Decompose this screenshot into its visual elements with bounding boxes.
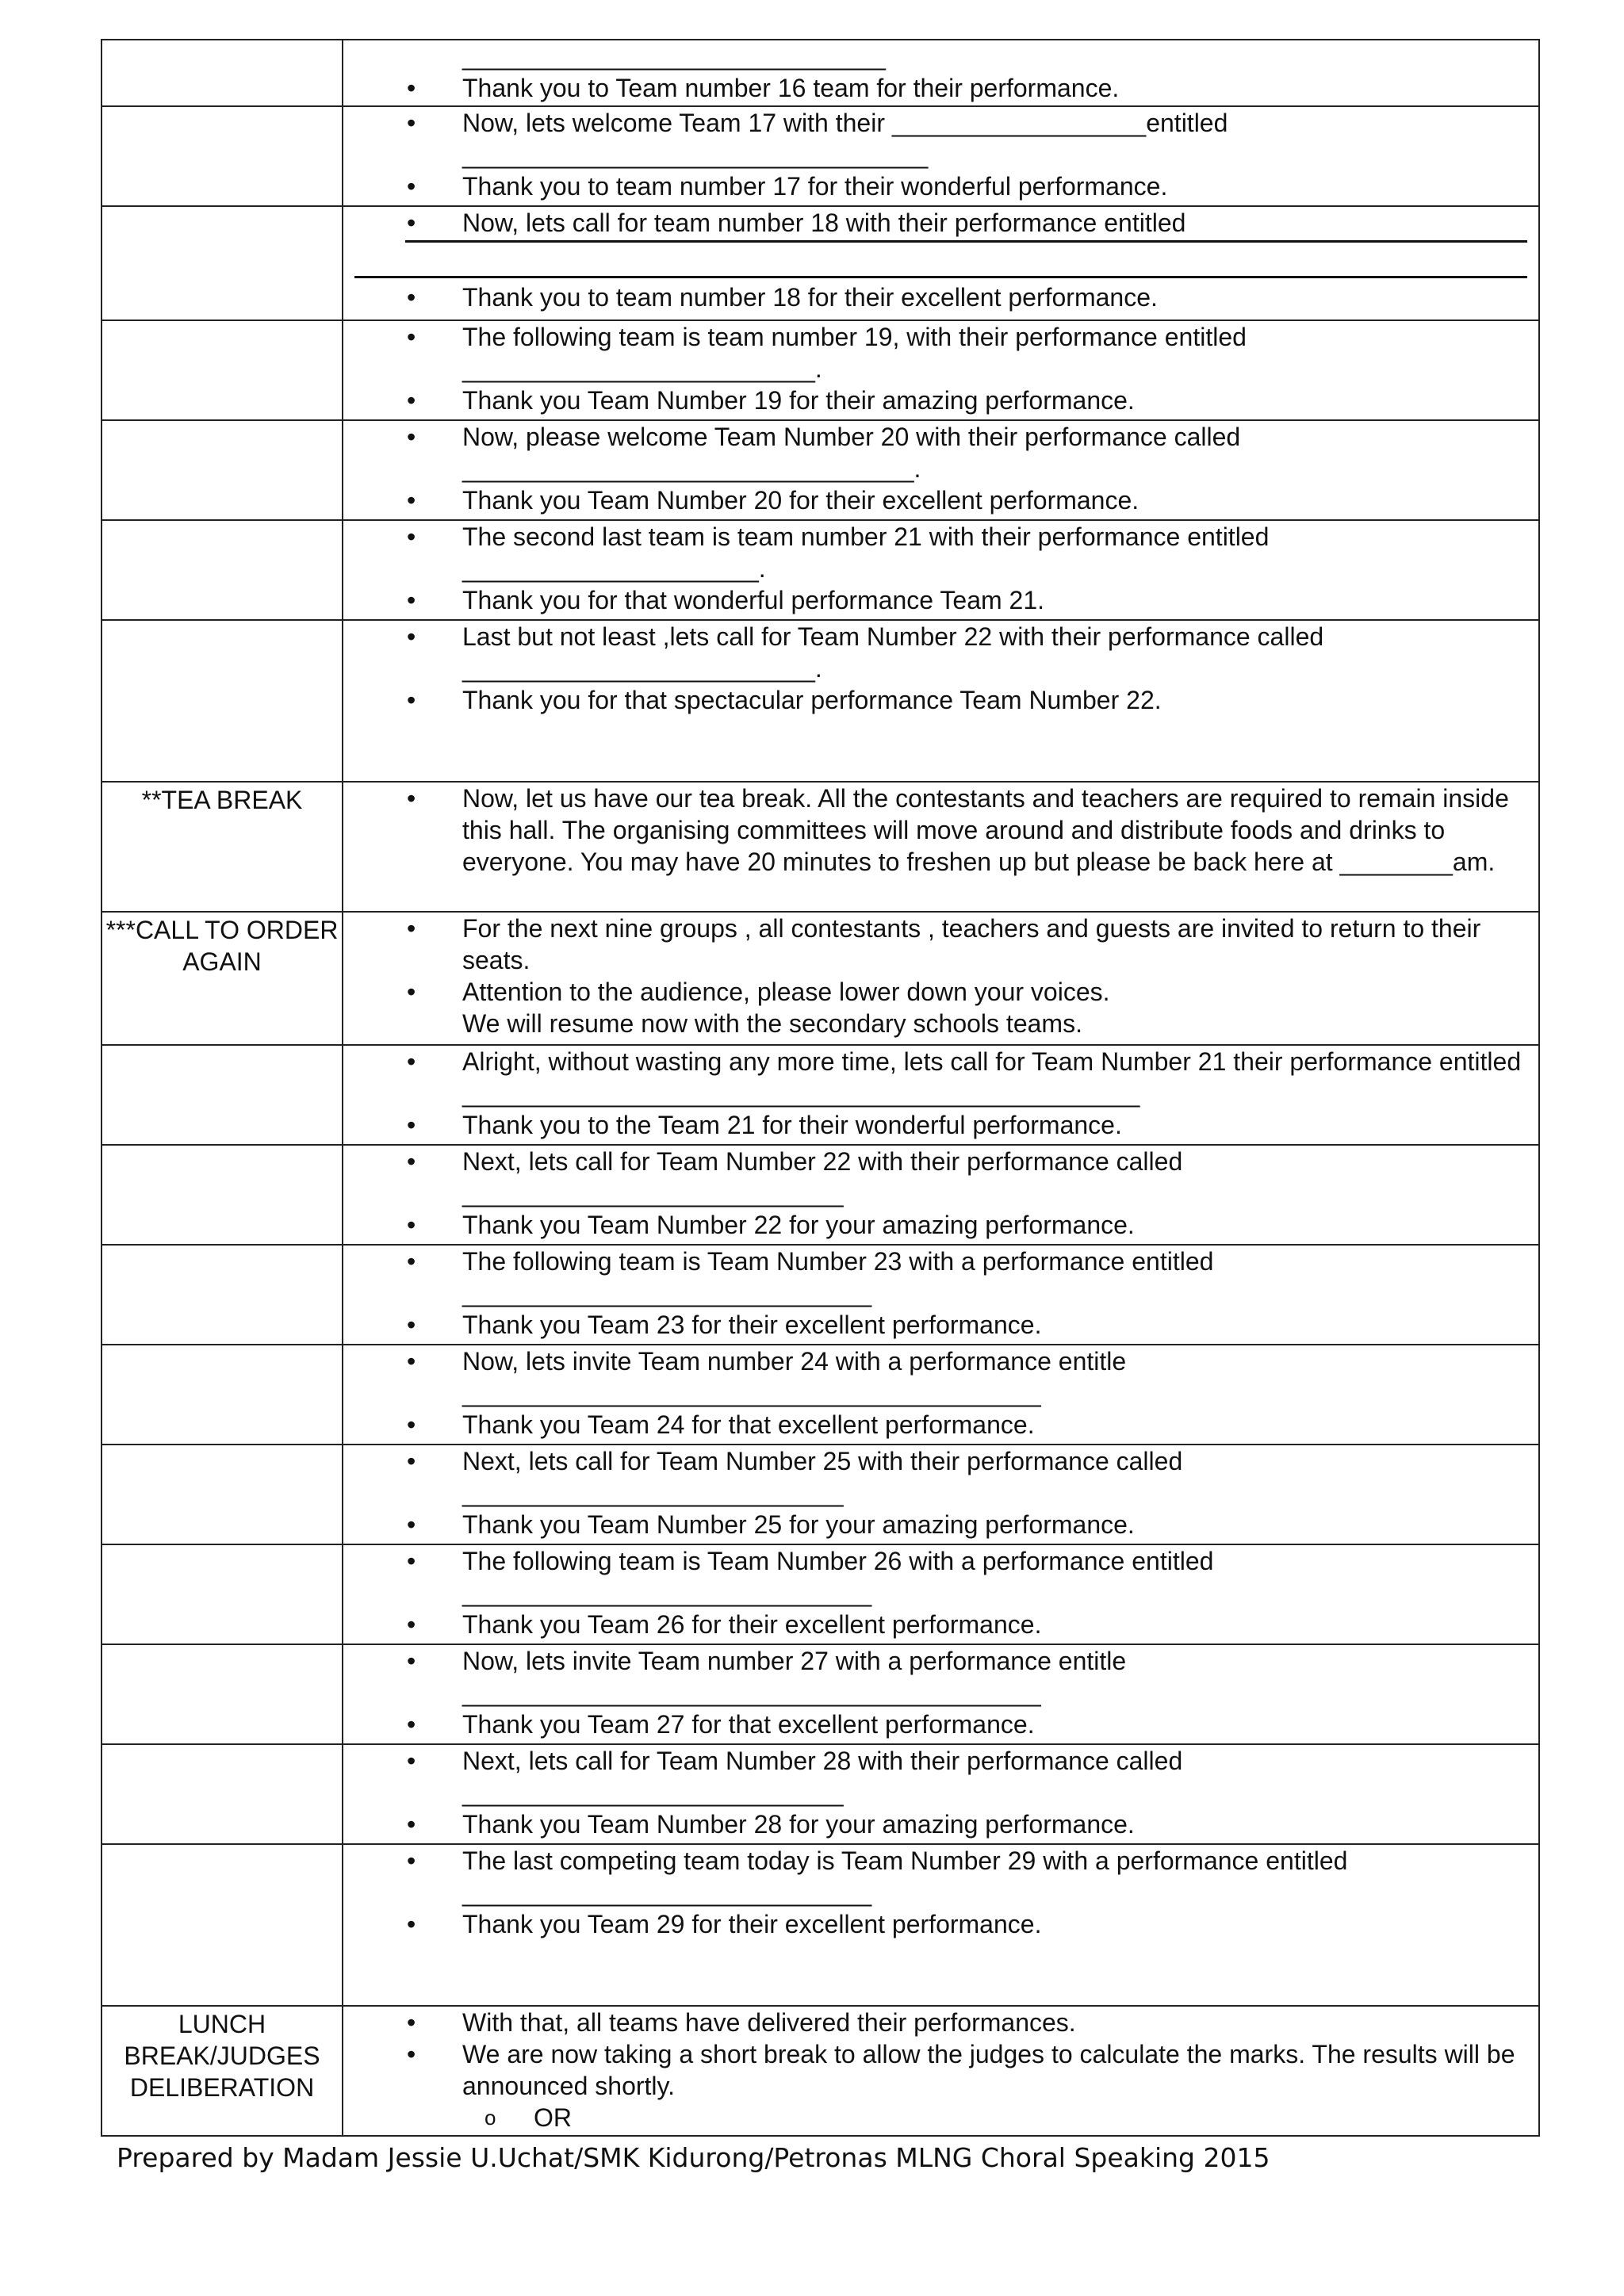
script-line-item: • Now, lets invite Team number 27 with a performance entitle <box>343 1645 1527 1677</box>
script-cell <box>343 520 1539 620</box>
script-line-item: • Attention to the audience, please lower down your voices. <box>343 976 1527 1008</box>
sub-list-item: o OR <box>343 2102 1527 2133</box>
script-line-item: • Thank you Team Number 20 for their excellent performance. <box>343 484 1527 516</box>
script-item-list <box>343 1345 1527 1441</box>
script-line-item: • Thank you to Team number 16 team for their performance. <box>343 72 1527 104</box>
script-item-list <box>343 107 1527 202</box>
script-item-list <box>343 1645 1527 1740</box>
script-line-item: • We are now taking a short break to allow the judges to calculate the marks. The results will be announced shortly. <box>343 2038 1527 2102</box>
script-cell <box>343 1445 1539 1544</box>
script-line-item: • Now, please welcome Team Number 20 with their performance called <box>343 421 1527 453</box>
segment-cell <box>102 1145 343 1245</box>
segment-cell <box>102 1245 343 1345</box>
script-cell <box>343 1045 1539 1145</box>
script-line-item: • Last but not least ,lets call for Team Number 22 with their performance called <box>343 621 1527 652</box>
script-cell <box>343 320 1539 420</box>
script-line-item: • Now, lets call for team number 18 with their performance entitled <box>343 207 1527 239</box>
emcee-script-table <box>101 39 1540 2137</box>
script-line-item: • Now, let us have our tea break. All the contestants and teachers are required to remain inside this hall. The organising committees will move around and distribute foods and drinks to everyone. You may have 20 minutes to freshen up but please be back here at ________am. <box>343 783 1527 878</box>
script-row <box>102 1345 1539 1445</box>
continuation-line: _____________________________ <box>462 1279 872 1307</box>
script-line-item: • Next, lets call for Team Number 22 with their performance called <box>343 1146 1527 1177</box>
script-item-list <box>343 2007 1527 2133</box>
script-line-item: • Thank you Team 29 for their excellent performance. <box>343 1908 1527 1940</box>
segment-cell <box>102 206 343 320</box>
script-line-item: • Thank you to the Team 21 for their wonderful performance. <box>343 1109 1527 1141</box>
segment-cell: ***CALL TO ORDER AGAIN <box>102 912 343 1045</box>
segment-cell <box>102 1644 343 1744</box>
script-item-list <box>343 783 1527 878</box>
script-item-list <box>343 421 1527 516</box>
script-line-item: • With that, all teams have delivered their performances. <box>343 2007 1527 2038</box>
continuation-line: ___________________________ <box>462 1778 844 1807</box>
continuation-line: _________________________. <box>462 354 822 383</box>
continuation-line: _________________________________________ <box>462 1678 1041 1707</box>
script-line-item: • Next, lets call for Team Number 25 with their performance called <box>343 1445 1527 1477</box>
script-row <box>102 520 1539 620</box>
script-line-item: • The following team is Team Number 26 with a performance entitled <box>343 1545 1527 1577</box>
continuation-line: We will resume now with the secondary schools teams. <box>462 1009 1082 1038</box>
script-line-item: • The second last team is team number 21 with their performance entitled <box>343 521 1527 553</box>
script-cell <box>343 1245 1539 1345</box>
script-item-list <box>343 1445 1527 1540</box>
segment-cell <box>102 320 343 420</box>
script-line-item: • Thank you Team Number 22 for your amazing performance. <box>343 1209 1527 1241</box>
script-line-item: • The last competing team today is Team Number 29 with a performance entitled <box>343 1845 1527 1877</box>
script-line-item: • Alright, without wasting any more time, lets call for Team Number 21 their performance entitled ________________________________________________ <box>343 1046 1527 1109</box>
continuation-line: _____________________________ <box>462 1878 872 1907</box>
script-item-list <box>343 913 1527 1039</box>
script-row <box>102 1445 1539 1544</box>
script-row <box>102 620 1539 782</box>
script-cell <box>343 1644 1539 1744</box>
segment-cell <box>102 620 343 782</box>
script-item-list <box>343 521 1527 616</box>
script-line-item: • Thank you Team 26 for their excellent performance. <box>343 1609 1527 1640</box>
segment-cell <box>102 520 343 620</box>
segment-cell <box>102 1445 343 1544</box>
script-row <box>102 106 1539 206</box>
continuation-line: ___________________________ <box>462 1179 844 1207</box>
segment-cell <box>102 106 343 206</box>
script-item-list <box>343 321 1527 416</box>
script-item-list <box>343 1745 1527 1840</box>
script-row <box>102 1245 1539 1345</box>
script-item-list <box>343 1845 1527 1940</box>
script-line-item: • Now, lets welcome Team 17 with their __________________entitled <box>343 107 1527 139</box>
script-line-item: • Next, lets call for Team Number 28 with their performance called <box>343 1745 1527 1777</box>
script-item-list <box>343 621 1527 716</box>
script-line-item: • The following team is Team Number 23 with a performance entitled <box>343 1246 1527 1277</box>
script-cell <box>343 1844 1539 2006</box>
script-cell <box>343 782 1539 912</box>
script-item-list <box>343 1046 1527 1141</box>
segment-cell: **TEA BREAK <box>102 782 343 912</box>
script-cell <box>343 1544 1539 1644</box>
script-item-list <box>343 40 1527 104</box>
script-line-item: • Thank you Team 24 for that excellent performance. <box>343 1409 1527 1441</box>
segment-cell <box>102 1744 343 1844</box>
continuation-line: ________________________________. <box>462 454 921 483</box>
segment-cell <box>102 1345 343 1445</box>
script-line-item: • For the next nine groups , all contestants , teachers and guests are invited to return to their seats. <box>343 913 1527 976</box>
script-table-body <box>102 40 1539 2136</box>
script-cell <box>343 420 1539 520</box>
continuation-line: _________________________________________ <box>462 1379 1041 1407</box>
script-row <box>102 1544 1539 1644</box>
script-line-item: • Thank you Team Number 28 for your amazing performance. <box>343 1808 1527 1840</box>
script-line-item: • Thank you Team Number 19 for their amazing performance. <box>343 385 1527 416</box>
script-cell <box>343 40 1539 106</box>
script-cell <box>343 1145 1539 1245</box>
script-line-item: • Now, lets invite Team number 24 with a performance entitle <box>343 1345 1527 1377</box>
script-cell <box>343 206 1539 320</box>
script-cell <box>343 106 1539 206</box>
script-line-item: • Thank you for that wonderful performance Team 21. <box>343 584 1527 616</box>
script-cell <box>343 2006 1539 2136</box>
blank-title-line: _________________________________ <box>462 140 929 169</box>
segment-cell: LUNCH BREAK/JUDGES DELIBERATION <box>102 2006 343 2136</box>
script-row <box>102 1844 1539 2006</box>
script-row <box>102 320 1539 420</box>
script-row <box>102 912 1539 1045</box>
script-item-list <box>343 1146 1527 1241</box>
script-line-item: • Thank you to team number 18 for their excellent performance. <box>343 281 1527 313</box>
segment-cell <box>102 40 343 106</box>
continuation-line: ___________________________ <box>462 1479 844 1507</box>
script-line-item: • Thank you Team Number 25 for your amazing performance. <box>343 1509 1527 1540</box>
script-row <box>102 1045 1539 1145</box>
script-line-item: • Thank you Team 23 for their excellent performance. <box>343 1309 1527 1341</box>
script-item-list <box>343 1545 1527 1640</box>
script-cell <box>343 1345 1539 1445</box>
script-row <box>102 206 1539 320</box>
script-line-item: • Thank you for that spectacular performance Team Number 22. <box>343 684 1527 716</box>
script-cell <box>343 620 1539 782</box>
script-cell <box>343 1744 1539 1844</box>
script-row <box>102 2006 1539 2136</box>
script-row <box>102 40 1539 106</box>
script-row <box>102 1644 1539 1744</box>
script-row <box>102 782 1539 912</box>
blank-title-line: ______________________________ <box>462 42 886 71</box>
script-row <box>102 1145 1539 1245</box>
title-rule <box>405 240 1527 243</box>
continuation-line: _____________________. <box>462 554 766 583</box>
segment-cell <box>102 1045 343 1145</box>
footer-credit: Prepared by Madam Jessie U.Uchat/SMK Kidurong/Petronas MLNG Choral Speaking 2015 <box>117 2142 1270 2173</box>
script-item-list <box>343 1246 1527 1341</box>
script-row <box>102 420 1539 520</box>
script-item-list <box>343 207 1527 313</box>
continuation-line: _________________________. <box>462 654 822 683</box>
segment-cell <box>102 1544 343 1644</box>
script-row <box>102 1744 1539 1844</box>
continuation-line: _____________________________ <box>462 1578 872 1607</box>
script-cell <box>343 912 1539 1045</box>
segment-cell <box>102 420 343 520</box>
title-rule <box>354 276 1527 278</box>
script-line-item: • The following team is team number 19, with their performance entitled <box>343 321 1527 353</box>
segment-cell <box>102 1844 343 2006</box>
script-line-item: • Thank you Team 27 for that excellent performance. <box>343 1709 1527 1740</box>
script-line-item: • Thank you to team number 17 for their wonderful performance. <box>343 170 1527 202</box>
